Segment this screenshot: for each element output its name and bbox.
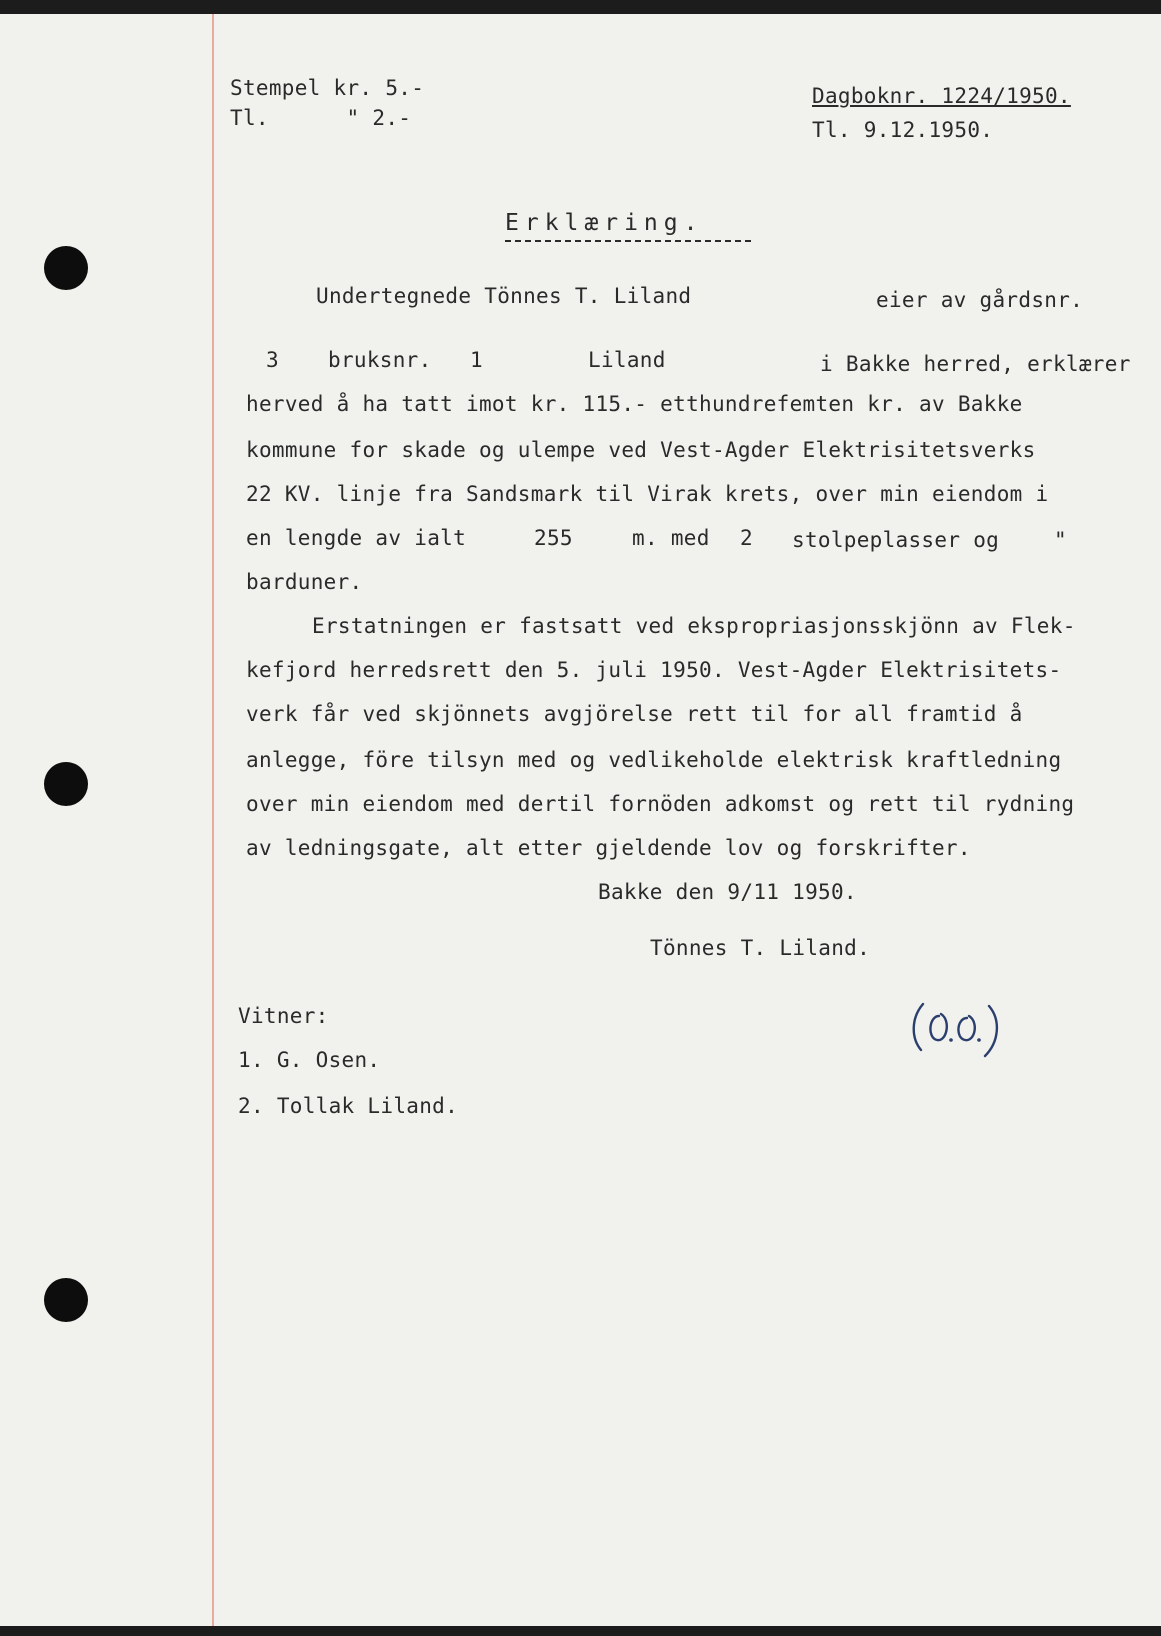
body-line: kefjord herredsrett den 5. juli 1950. Vest-Agder Elektrisitets-: [246, 658, 1062, 682]
witness-1: 1. G. Osen.: [238, 1048, 381, 1072]
body-line: en lengde av ialt: [246, 526, 467, 550]
ditto-mark: ": [1054, 528, 1067, 552]
farm-number: 3: [266, 348, 279, 372]
punch-hole: [44, 246, 88, 290]
punch-hole: [44, 762, 88, 806]
punch-hole: [44, 1278, 88, 1322]
body-line: anlegge, före tilsyn med og vedlikeholde elektrisk kraftledning: [246, 748, 1062, 772]
body-line: eier av gårdsnr.: [876, 288, 1084, 312]
body-line: herved å ha tatt imot kr. 115.- etthundrefemten kr. av Bakke: [246, 392, 1023, 416]
body-line: av ledningsgate, alt etter gjeldende lov og forskrifter.: [246, 836, 971, 860]
witness-2: 2. Tollak Liland.: [238, 1094, 459, 1118]
body-line: bruksnr.: [328, 348, 432, 372]
length-value: 255: [534, 526, 573, 550]
place-and-date: Bakke den 9/11 1950.: [598, 880, 857, 904]
document-title: Erklæring.: [505, 210, 704, 236]
pole-count: 2: [740, 526, 753, 550]
document-page: [0, 14, 1161, 1626]
body-line: verk får ved skjönnets avgjörelse rett til for all framtid å: [246, 702, 1023, 726]
body-line: barduner.: [246, 570, 363, 594]
registration-fee-line: Tl. " 2.-: [230, 106, 412, 130]
body-line: kommune for skade og ulempe ved Vest-Agder Elektrisitetsverks: [246, 438, 1036, 462]
stamp-fee-line: Stempel kr. 5.-: [230, 76, 425, 100]
witnesses-heading: Vitner:: [238, 1004, 329, 1028]
body-line: stolpeplasser og: [792, 528, 1000, 552]
body-line: m. med: [632, 526, 710, 550]
body-line: Erstatningen er fastsatt ved ekspropriasjonsskjönn av Flek-: [312, 614, 1076, 638]
holding-number: 1: [470, 348, 483, 372]
title-underline: [505, 240, 751, 242]
signatory-name: Tönnes T. Liland.: [650, 936, 871, 960]
margin-line: [212, 14, 214, 1626]
registration-date: Tl. 9.12.1950.: [812, 118, 994, 142]
body-line: over min eiendom med dertil fornöden adkomst og rett til rydning: [246, 792, 1075, 816]
body-line: i Bakke herred, erklærer: [820, 352, 1131, 376]
body-line: Undertegnede Tönnes T. Liland: [316, 284, 692, 308]
farm-name: Liland: [588, 348, 666, 372]
journal-number: Dagboknr. 1224/1950.: [812, 84, 1071, 108]
handwritten-initials: [905, 994, 1015, 1064]
body-line: 22 KV. linje fra Sandsmark til Virak krets, over min eiendom i: [246, 482, 1049, 506]
